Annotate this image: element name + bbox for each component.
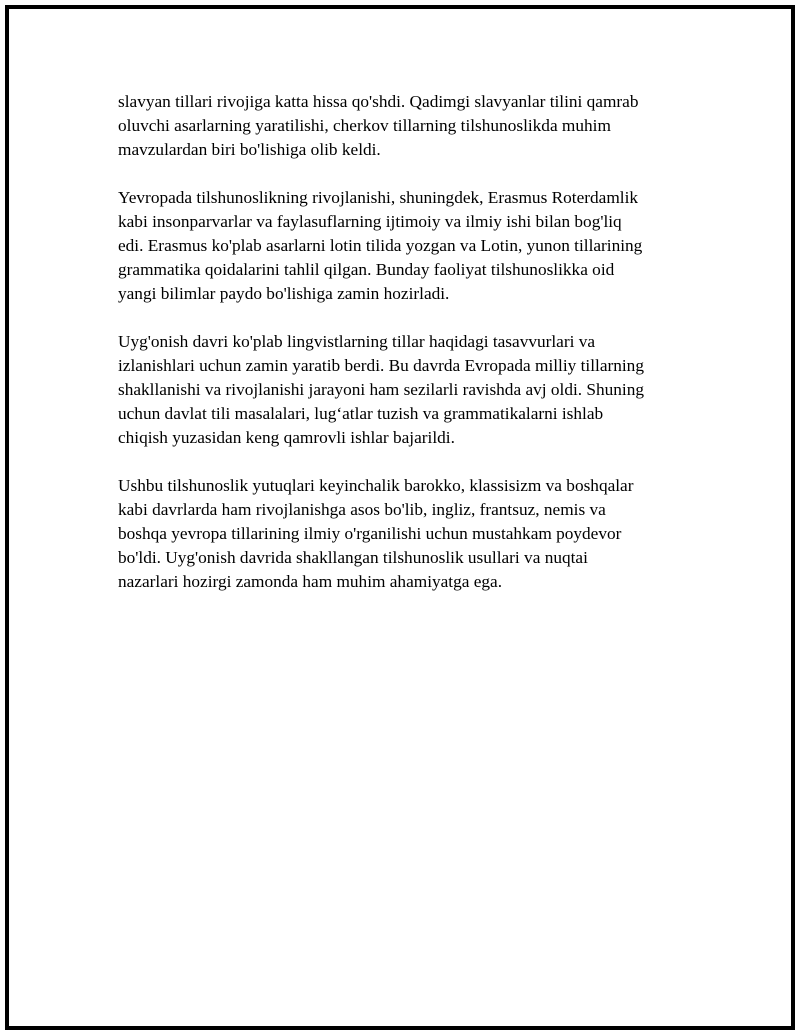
- text-line: yangi bilimlar paydo bo'lishiga zamin hozirladi.: [118, 284, 450, 303]
- text-line: kabi davrlarda ham rivojlanishga asos bo'lib, ingliz, frantsuz, nemis va: [118, 500, 606, 519]
- text-line: shakllanishi va rivojlanishi jarayoni ham sezilarli ravishda avj oldi. Shuning: [118, 380, 645, 399]
- text-line: edi. Erasmus ko'plab asarlarni lotin tilida yozgan va Lotin, yunon tillarining: [118, 236, 643, 255]
- text-line: Yevropada tilshunoslikning rivojlanishi, shuningdek, Erasmus Roterdamlik: [118, 188, 639, 207]
- text-line: bo'ldi. Uyg'onish davrida shakllangan tilshunoslik usullari va nuqtai: [118, 548, 588, 567]
- document-body: [118, 90, 688, 618]
- paragraph-2: [118, 186, 688, 306]
- text-line: mavzulardan biri bo'lishiga olib keldi.: [118, 140, 381, 159]
- paragraph-4: [118, 474, 688, 594]
- text-line: chiqish yuzasidan keng qamrovli ishlar bajarildi.: [118, 428, 455, 447]
- text-line: oluvchi asarlarning yaratilishi, cherkov tillarning tilshunoslikda muhim: [118, 116, 611, 135]
- text-line: Uyg'onish davri ko'plab lingvistlarning tillar haqidagi tasavvurlari va: [118, 332, 596, 351]
- text-line: nazarlari hozirgi zamonda ham muhim ahamiyatga ega.: [118, 572, 503, 591]
- paragraph-1: [118, 90, 688, 162]
- text-line: izlanishlari uchun zamin yaratib berdi. Bu davrda Evropada milliy tillarning: [118, 356, 644, 375]
- text-line: uchun davlat tili masalalari, lug‘atlar tuzish va grammatikalarni ishlab: [118, 404, 604, 423]
- text-line: grammatika qoidalarini tahlil qilgan. Bunday faoliyat tilshunoslikka oid: [118, 260, 615, 279]
- text-line: boshqa yevropa tillarining ilmiy o'rganilishi uchun mustahkam poydevor: [118, 524, 622, 543]
- text-line: slavyan tillari rivojiga katta hissa qo'shdi. Qadimgi slavyanlar tilini qamrab: [118, 92, 639, 111]
- paragraph-3: [118, 330, 688, 450]
- text-line: kabi insonparvarlar va faylasuflarning ijtimoiy va ilmiy ishi bilan bog'liq: [118, 212, 622, 231]
- text-line: Ushbu tilshunoslik yutuqlari keyinchalik barokko, klassisizm va boshqalar: [118, 476, 634, 495]
